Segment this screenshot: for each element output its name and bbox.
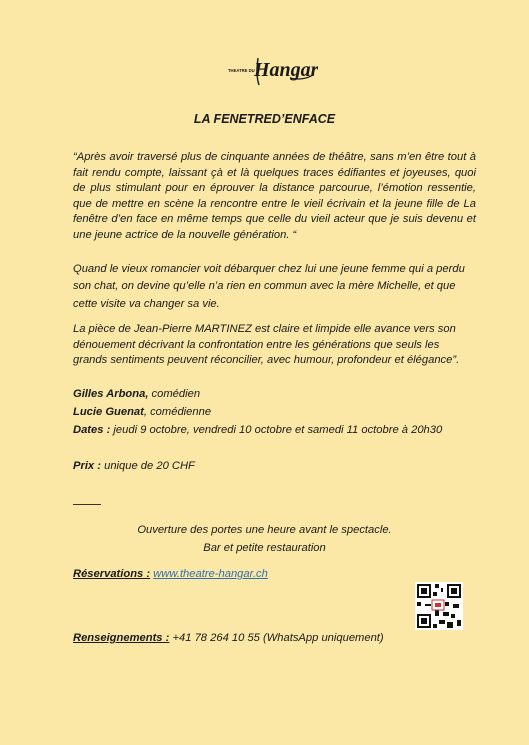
price-line xyxy=(73,458,493,475)
review-paragraph: La pièce de Jean-Pierre MARTINEZ est claire et limpide elle avance vers son dénouement décrivant la confrontation entre les générations que seuls les grands sentiments peuvent réconcilier, avec humour, profondeur et élégance”. xyxy=(73,323,460,367)
synopsis-paragraph: Quand le vieux romancier voit débarquer chez lui une jeune femme qui a perdu son chat, on devine qu’elle n’a rien en commun avec la mère Michelle, et que cette visite va changer sa vie. xyxy=(73,263,465,310)
cast-name: Gilles Arbona, xyxy=(73,388,149,400)
reservations-link[interactable]: www.theatre-hangar.ch xyxy=(153,568,268,580)
director-quote: “Après avoir traversé plus de cinquante années de théâtre, sans m’en être tout à fait rendu compte, laissant çà et là quelques traces édifiantes et joyeuses, quoi de plus stimulant pour en éprouver la distance parcourue, l’émotion ressentie, que de mettre en scène la rencontre entre le vieil écrivain et la jeune fille de La fenêtre d’en face en même temps que celle du vieil acteur que je suis devenu et une jeune actrice de la nouvelle génération. “ xyxy=(73,151,476,241)
separator-line xyxy=(73,504,101,505)
info-value: +41 78 264 10 55 (WhatsApp uniquement) xyxy=(169,632,384,644)
theatre-logo xyxy=(228,52,318,86)
logo-name-text: Hangar xyxy=(254,59,318,81)
reservations-label: Réservations : xyxy=(73,568,151,580)
dates-value: jeudi 9 octobre, vendredi 10 octobre et samedi 11 octobre à 20h30 xyxy=(110,424,443,436)
cast-role: comédien xyxy=(148,388,201,400)
reservations-line xyxy=(73,566,493,583)
bar-text: Bar et petite restauration xyxy=(203,542,326,554)
info-label: Renseignements : xyxy=(73,632,170,644)
price-value: unique de 20 CHF xyxy=(100,460,195,472)
logo-small-text: THEATRE DU xyxy=(228,68,255,73)
cast-line-1 xyxy=(73,386,493,403)
doors-text: Ouverture des portes une heure avant le spectacle. xyxy=(137,524,392,536)
info-line xyxy=(73,630,493,647)
cast-line-2 xyxy=(73,404,493,421)
qr-code-icon xyxy=(415,582,463,630)
cast-role: , comédienne xyxy=(143,406,212,418)
dates-line xyxy=(73,422,453,439)
cast-name: Lucie Guenat xyxy=(73,406,144,418)
page-title: LA FENETRED’ENFACE xyxy=(193,112,336,126)
price-label: Prix : xyxy=(73,460,101,472)
dates-label: Dates : xyxy=(73,424,111,436)
